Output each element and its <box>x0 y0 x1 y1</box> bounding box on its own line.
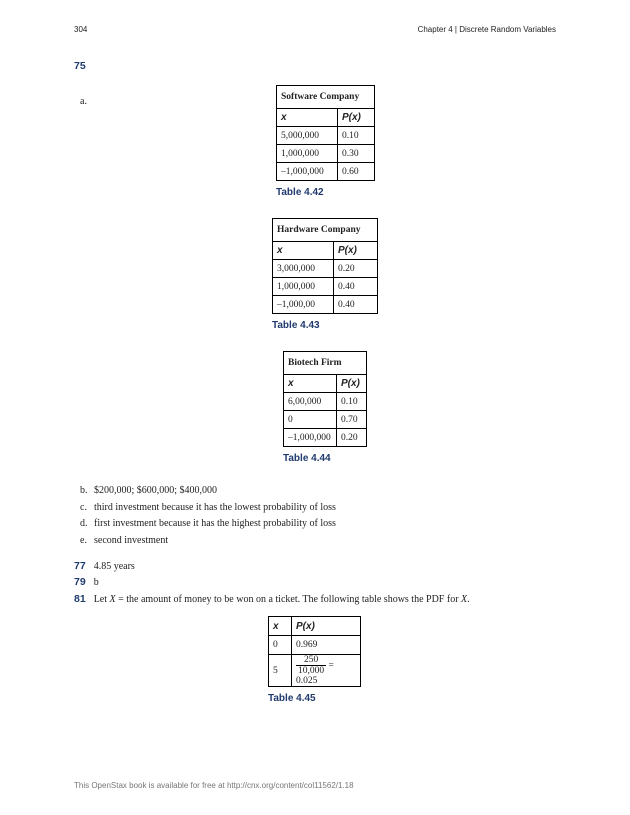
cell-px: 0.40 <box>334 278 378 296</box>
pdf-table-block <box>268 616 361 704</box>
part-text: third investment because it has the lowest probability of loss <box>94 502 336 513</box>
cell-x: –1,000,000 <box>277 163 338 181</box>
part-b <box>80 485 217 496</box>
table-row <box>273 278 378 296</box>
pdf-table <box>268 616 361 687</box>
hardware-company-table-block <box>272 218 378 331</box>
fraction-denominator: 10,000 <box>298 666 325 676</box>
table-title: Hardware Company <box>273 219 378 242</box>
problem-79 <box>74 572 99 590</box>
cell-x: 1,000,000 <box>273 278 334 296</box>
cell-px: 0.40 <box>334 296 378 314</box>
page-number: 304 <box>74 25 88 34</box>
part-text: second investment <box>94 535 169 546</box>
table-caption: Table 4.45 <box>268 693 316 704</box>
cell-x: 3,000,000 <box>273 260 334 278</box>
problem-number: 77 <box>74 560 86 572</box>
hardware-company-table <box>272 218 378 314</box>
part-d <box>80 518 336 529</box>
cell-px: 0.10 <box>338 127 375 145</box>
column-header-px: P(x) <box>334 242 378 260</box>
column-header-px: P(x) <box>338 109 375 127</box>
problem-number: 79 <box>74 576 86 588</box>
part-label: d. <box>80 518 88 529</box>
column-header-x: x <box>277 109 338 127</box>
table-row <box>277 145 375 163</box>
table-caption: Table 4.43 <box>272 320 320 331</box>
table-row <box>269 636 361 655</box>
cell-px: 0.60 <box>338 163 375 181</box>
cell-x: –1,000,00 <box>273 296 334 314</box>
cell-px-fraction <box>292 655 361 687</box>
part-a-label: a. <box>80 96 87 107</box>
column-header-px: P(x) <box>292 617 361 636</box>
text-pre: Let <box>93 594 110 605</box>
cell-px: 0.20 <box>337 429 367 447</box>
problem-81 <box>74 589 470 607</box>
table-row <box>284 411 367 429</box>
part-e <box>80 535 168 546</box>
biotech-firm-table <box>283 351 367 447</box>
chapter-header: Chapter 4 | Discrete Random Variables <box>417 25 556 34</box>
table-row <box>277 163 375 181</box>
cell-x: 1,000,000 <box>277 145 338 163</box>
cell-px: 0.969 <box>292 636 361 655</box>
biotech-firm-table-block <box>283 351 367 464</box>
problem-number: 81 <box>74 593 86 605</box>
table-caption: Table 4.42 <box>276 187 324 198</box>
cell-x: 5 <box>269 655 292 687</box>
cell-px: 0.30 <box>338 145 375 163</box>
table-title: Software Company <box>277 86 375 109</box>
footer-text: This OpenStax book is available for free at http://cnx.org/content/col11562/1.18 <box>74 781 354 790</box>
answer-text: b <box>93 577 99 588</box>
cell-x: 0 <box>284 411 337 429</box>
part-text: $200,000; $600,000; $400,000 <box>94 485 218 496</box>
table-title: Biotech Firm <box>284 352 367 375</box>
table-row <box>277 127 375 145</box>
fraction-numerator: 250 <box>296 655 326 666</box>
column-header-x: x <box>273 242 334 260</box>
fraction-result: = 0.025 <box>296 660 334 686</box>
column-header-px: P(x) <box>337 375 367 393</box>
table-row <box>273 296 378 314</box>
column-header-x: x <box>269 617 292 636</box>
table-caption: Table 4.44 <box>283 453 331 464</box>
problem-75-number: 75 <box>74 60 86 72</box>
text-end: . <box>467 594 470 605</box>
column-header-x: x <box>284 375 337 393</box>
cell-x: –1,000,000 <box>284 429 337 447</box>
cell-x: 5,000,000 <box>277 127 338 145</box>
part-label: e. <box>80 535 87 546</box>
table-row <box>273 260 378 278</box>
part-label: b. <box>80 485 88 496</box>
table-row <box>284 429 367 447</box>
software-company-table-block <box>276 85 375 198</box>
cell-x: 0 <box>269 636 292 655</box>
answer-text: 4.85 years <box>93 561 135 572</box>
table-row <box>269 655 361 687</box>
variable-x: X <box>109 594 116 605</box>
cell-px: 0.10 <box>337 393 367 411</box>
software-company-table <box>276 85 375 181</box>
part-c <box>80 502 336 513</box>
fraction <box>296 655 326 676</box>
text-mid: = the amount of money to be won on a ticket. The following table shows the PDF for <box>115 594 462 605</box>
part-text: first investment because it has the highest probability of loss <box>94 518 336 529</box>
part-label: c. <box>80 502 87 513</box>
table-row <box>284 393 367 411</box>
cell-px: 0.70 <box>337 411 367 429</box>
cell-x: 6,00,000 <box>284 393 337 411</box>
cell-px: 0.20 <box>334 260 378 278</box>
variable-x: X <box>461 594 468 605</box>
